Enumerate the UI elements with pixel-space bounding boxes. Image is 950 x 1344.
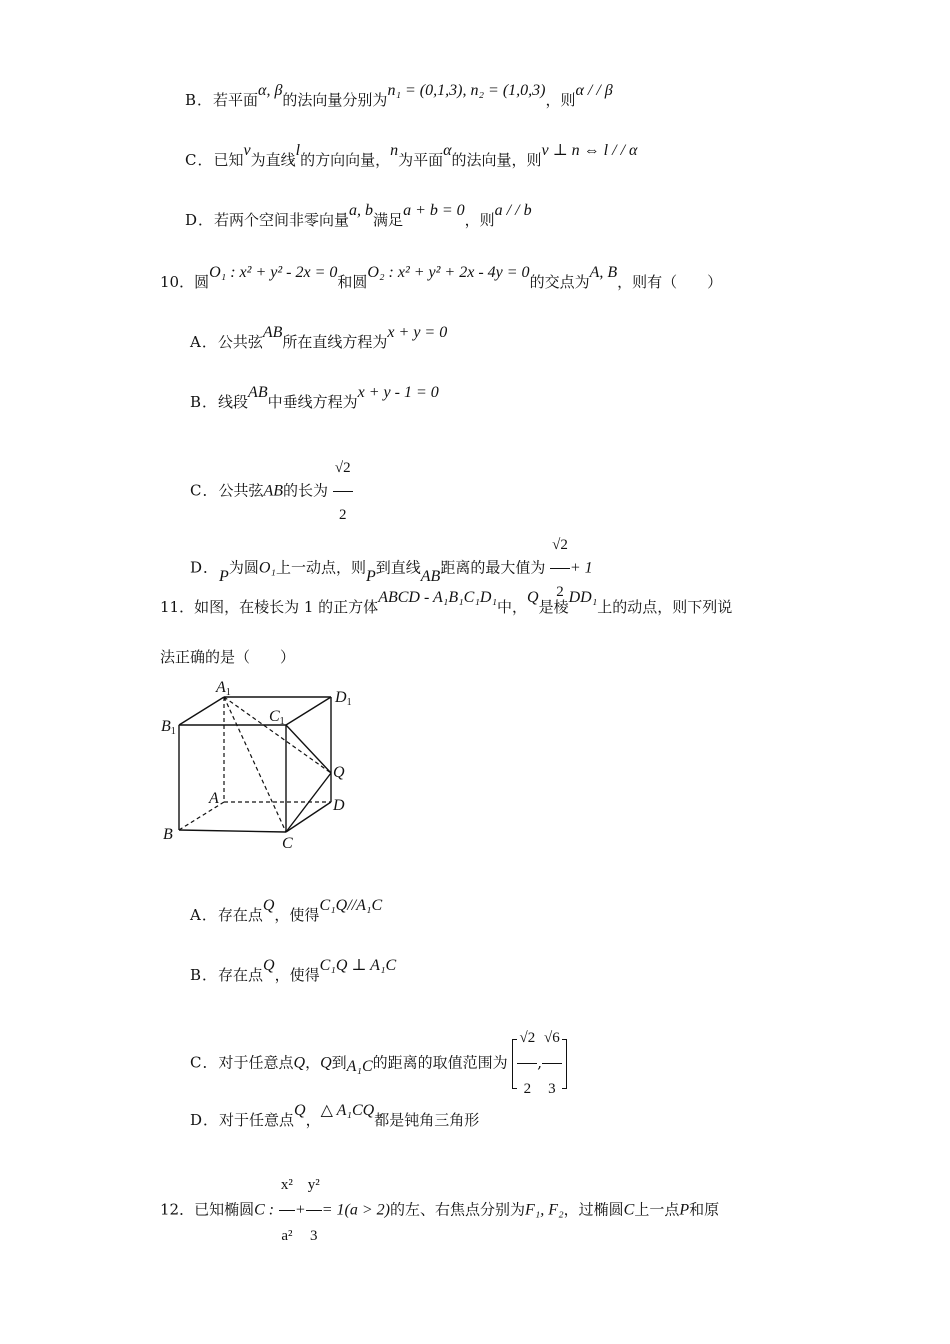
fraction: $\frac{√2}{2}$ bbox=[333, 445, 353, 538]
vertex-d: D bbox=[333, 797, 345, 814]
vertex-b1: B1 bbox=[161, 718, 176, 737]
q10-stem: 10．圆O₁ : x² + y² - 2x = 0和圆O₂ : x² + y² + 2x - 4y = 0的交点为A, B，则有（ ） bbox=[160, 264, 723, 291]
edge-b1-a1 bbox=[179, 697, 224, 725]
q10-option-d: D．P为圆O₁上一动点，则P到直线AB距离的最大值为 $\frac{√2}{2}$ + 1 bbox=[190, 522, 593, 615]
question-number: 12． bbox=[160, 1200, 195, 1219]
vertex-c1: C1 bbox=[269, 708, 285, 727]
vertex-q: Q bbox=[333, 764, 345, 781]
segment-c1-q bbox=[286, 725, 331, 773]
vertex-b: B bbox=[163, 826, 173, 843]
option-label: B． bbox=[185, 91, 214, 109]
q11-option-c: C．对于任意点Q，Q到A₁C的距离的取值范围为 $\frac{√2}{2}$ , $\frac{√6}{3}$ bbox=[190, 1013, 567, 1114]
q9-option-c: C．已知v为直线l的方向向量，n为平面α的法向量，则v ⊥ n ⇔ l / / α bbox=[185, 142, 638, 169]
q9-option-b: B．若平面α, β的法向量分别为n₁ = (0,1,3), n₂ = (1,0,3)，则α / / β bbox=[185, 82, 613, 109]
q10-option-a: A．公共弦AB所在直线方程为x + y = 0 bbox=[190, 324, 448, 351]
q11-option-d: D．对于任意点Q，△ A₁CQ都是钝角三角形 bbox=[190, 1102, 480, 1129]
fraction: $\frac{√2}{2}$ bbox=[550, 522, 570, 615]
edge-c-d bbox=[286, 802, 331, 832]
cube-figure bbox=[155, 675, 365, 855]
vertex-c: C bbox=[282, 835, 293, 852]
q11-option-a: A．存在点Q，使得C₁Q//A₁C bbox=[190, 897, 383, 924]
question-number: 11． bbox=[160, 598, 195, 616]
q10-option-c: C．公共弦AB的长为 $\frac{√2}{2}$ bbox=[190, 445, 353, 538]
vertex-a1: A1 bbox=[216, 679, 231, 698]
edge-b-c bbox=[179, 830, 286, 832]
q9-option-d: D．若两个空间非零向量a, b满足a + b = 0，则a / / b bbox=[185, 202, 532, 229]
q11-option-b: B．存在点Q，使得C₁Q ⊥ A₁C bbox=[190, 957, 397, 984]
q11-stem: 11．如图，在棱长为 1 的正方体ABCD - A₁B₁C₁D₁中，Q是棱DD₁上的动点，则下列说 bbox=[160, 589, 733, 616]
q11-stem-line2: 法正确的是（ ） bbox=[160, 648, 296, 666]
question-number: 10． bbox=[160, 273, 195, 291]
q12-stem: 12．已知椭圆C : $\frac{\text{x²}}{\text{a²}}$ + $\frac{\text{y²}}{3}$ = 1(a > 2)的左、右焦点分别为F₁, F₂，过椭圆C上一点P和原 bbox=[160, 1160, 719, 1261]
vertex-a: A bbox=[209, 790, 219, 807]
q10-option-b: B．线段AB中垂线方程为x + y - 1 = 0 bbox=[190, 384, 439, 411]
edge-c1-d1 bbox=[286, 697, 331, 725]
vertex-d1: D1 bbox=[335, 689, 352, 708]
